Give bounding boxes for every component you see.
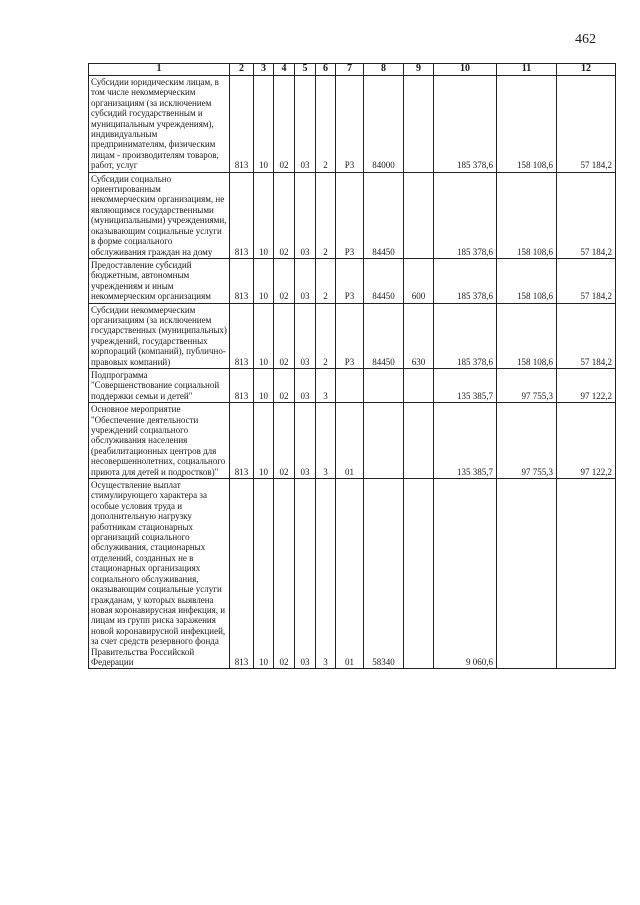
cell-section: 10 [254, 368, 274, 402]
cell-activity [336, 368, 364, 402]
cell-amount-2: 97 755,3 [497, 403, 557, 479]
table-row [89, 368, 616, 402]
cell-amount-2: 158 108,6 [497, 303, 557, 368]
table-row [89, 76, 616, 173]
cell-section: 10 [254, 76, 274, 173]
cell-direction [364, 403, 404, 479]
column-header: 9 [404, 64, 434, 76]
cell-direction: 84450 [364, 172, 404, 258]
cell-activity: Р3 [336, 303, 364, 368]
cell-section: 10 [254, 303, 274, 368]
cell-program: 03 [295, 403, 316, 479]
cell-ministry-code: 813 [230, 479, 254, 669]
row-name: Субсидии юридическим лицам, в том числе некоммерческим организациям (за исключением субсидий государственным и муниципальным учреждениям), индивидуальным предпринимателям, физическим лицам - производителям товаров, работ, услуг [89, 76, 230, 173]
cell-amount-2 [497, 479, 557, 669]
cell-ministry-code: 813 [230, 258, 254, 303]
cell-amount-3: 57 184,2 [557, 258, 616, 303]
cell-amount-3: 57 184,2 [557, 172, 616, 258]
cell-expense-type [404, 403, 434, 479]
cell-subprogram: 2 [316, 303, 336, 368]
table-row [89, 479, 616, 669]
cell-amount-1: 185 378,6 [434, 303, 497, 368]
cell-section: 10 [254, 479, 274, 669]
cell-ministry-code: 813 [230, 368, 254, 402]
cell-expense-type [404, 172, 434, 258]
cell-amount-2: 158 108,6 [497, 258, 557, 303]
cell-section: 10 [254, 258, 274, 303]
column-header: 4 [274, 64, 295, 76]
row-name: Предоставление субсидий бюджетным, автономным учреждениям и иным некоммерческим организациям [89, 258, 230, 303]
column-header: 1 [89, 64, 230, 76]
cell-amount-1: 9 060,6 [434, 479, 497, 669]
cell-program: 03 [295, 303, 316, 368]
cell-section: 10 [254, 403, 274, 479]
cell-section: 10 [254, 172, 274, 258]
cell-subsection: 02 [274, 368, 295, 402]
cell-direction: 84450 [364, 303, 404, 368]
cell-subsection: 02 [274, 479, 295, 669]
cell-amount-2: 158 108,6 [497, 172, 557, 258]
cell-amount-3: 57 184,2 [557, 76, 616, 173]
cell-activity: 01 [336, 479, 364, 669]
cell-ministry-code: 813 [230, 76, 254, 173]
table-row [89, 303, 616, 368]
table-header-row [89, 64, 616, 76]
cell-amount-3: 57 184,2 [557, 303, 616, 368]
column-header: 8 [364, 64, 404, 76]
cell-ministry-code: 813 [230, 172, 254, 258]
column-header: 10 [434, 64, 497, 76]
cell-direction: 84000 [364, 76, 404, 173]
cell-amount-3 [557, 479, 616, 669]
column-header: 2 [230, 64, 254, 76]
column-header: 5 [295, 64, 316, 76]
row-name: Основное мероприятие "Обеспечение деятельности учреждений социального обслуживания населения (реабилитационных центров для несовершеннолетних, социального приюта для детей и подростков)" [89, 403, 230, 479]
cell-activity: Р3 [336, 258, 364, 303]
cell-expense-type [404, 368, 434, 402]
cell-subprogram: 3 [316, 368, 336, 402]
cell-expense-type: 630 [404, 303, 434, 368]
cell-amount-1: 185 378,6 [434, 258, 497, 303]
cell-subsection: 02 [274, 172, 295, 258]
column-header: 7 [336, 64, 364, 76]
row-name: Подпрограмма "Совершенствование социальной поддержки семьи и детей" [89, 368, 230, 402]
cell-ministry-code: 813 [230, 403, 254, 479]
cell-subsection: 02 [274, 403, 295, 479]
cell-subprogram: 2 [316, 172, 336, 258]
cell-subsection: 02 [274, 76, 295, 173]
cell-amount-1: 135 385,7 [434, 403, 497, 479]
cell-ministry-code: 813 [230, 303, 254, 368]
cell-direction: 84450 [364, 258, 404, 303]
cell-subprogram: 3 [316, 479, 336, 669]
cell-subprogram: 3 [316, 403, 336, 479]
row-name: Субсидии социально ориентированным некоммерческим организациям, не являющимся государственными (муниципальными) учреждениями, оказывающим социальные услуги в форме социального обслуживания граждан на дому [89, 172, 230, 258]
cell-direction [364, 368, 404, 402]
budget-table [88, 63, 616, 669]
cell-subsection: 02 [274, 303, 295, 368]
cell-amount-1: 135 385,7 [434, 368, 497, 402]
cell-amount-3: 97 122,2 [557, 368, 616, 402]
page-number: 462 [575, 32, 596, 47]
cell-direction: 58340 [364, 479, 404, 669]
cell-amount-3: 97 122,2 [557, 403, 616, 479]
row-name: Осуществление выплат стимулирующего характера за особые условия труда и дополнительную нагрузку работникам стационарных организаций социального обслуживания, стационарных отделений, созданных не в стационарных организациях социального обслуживания, оказывающим социальные услуги гражданам, у которых выявлена новая коронавирусная инфекция, и лицам из групп риска заражения новой коронавирусной инфекцией, за счет средств резервного фонда Правительства Российской Федерации [89, 479, 230, 669]
cell-amount-1: 185 378,6 [434, 76, 497, 173]
cell-program: 03 [295, 258, 316, 303]
column-header: 3 [254, 64, 274, 76]
cell-program: 03 [295, 368, 316, 402]
cell-expense-type: 600 [404, 258, 434, 303]
table-row [89, 403, 616, 479]
column-header: 6 [316, 64, 336, 76]
cell-subsection: 02 [274, 258, 295, 303]
cell-subprogram: 2 [316, 76, 336, 173]
cell-amount-1: 185 378,6 [434, 172, 497, 258]
cell-activity: Р3 [336, 172, 364, 258]
table-row [89, 172, 616, 258]
cell-program: 03 [295, 76, 316, 173]
cell-activity: Р3 [336, 76, 364, 173]
column-header: 11 [497, 64, 557, 76]
table-row [89, 258, 616, 303]
row-name: Субсидии некоммерческим организациям (за исключением государственных (муниципальных) учреждений, государственных корпораций (компаний), публично-правовых компаний) [89, 303, 230, 368]
cell-activity: 01 [336, 403, 364, 479]
cell-expense-type [404, 479, 434, 669]
cell-subprogram: 2 [316, 258, 336, 303]
cell-program: 03 [295, 479, 316, 669]
cell-program: 03 [295, 172, 316, 258]
cell-amount-2: 158 108,6 [497, 76, 557, 173]
column-header: 12 [557, 64, 616, 76]
cell-amount-2: 97 755,3 [497, 368, 557, 402]
cell-expense-type [404, 76, 434, 173]
